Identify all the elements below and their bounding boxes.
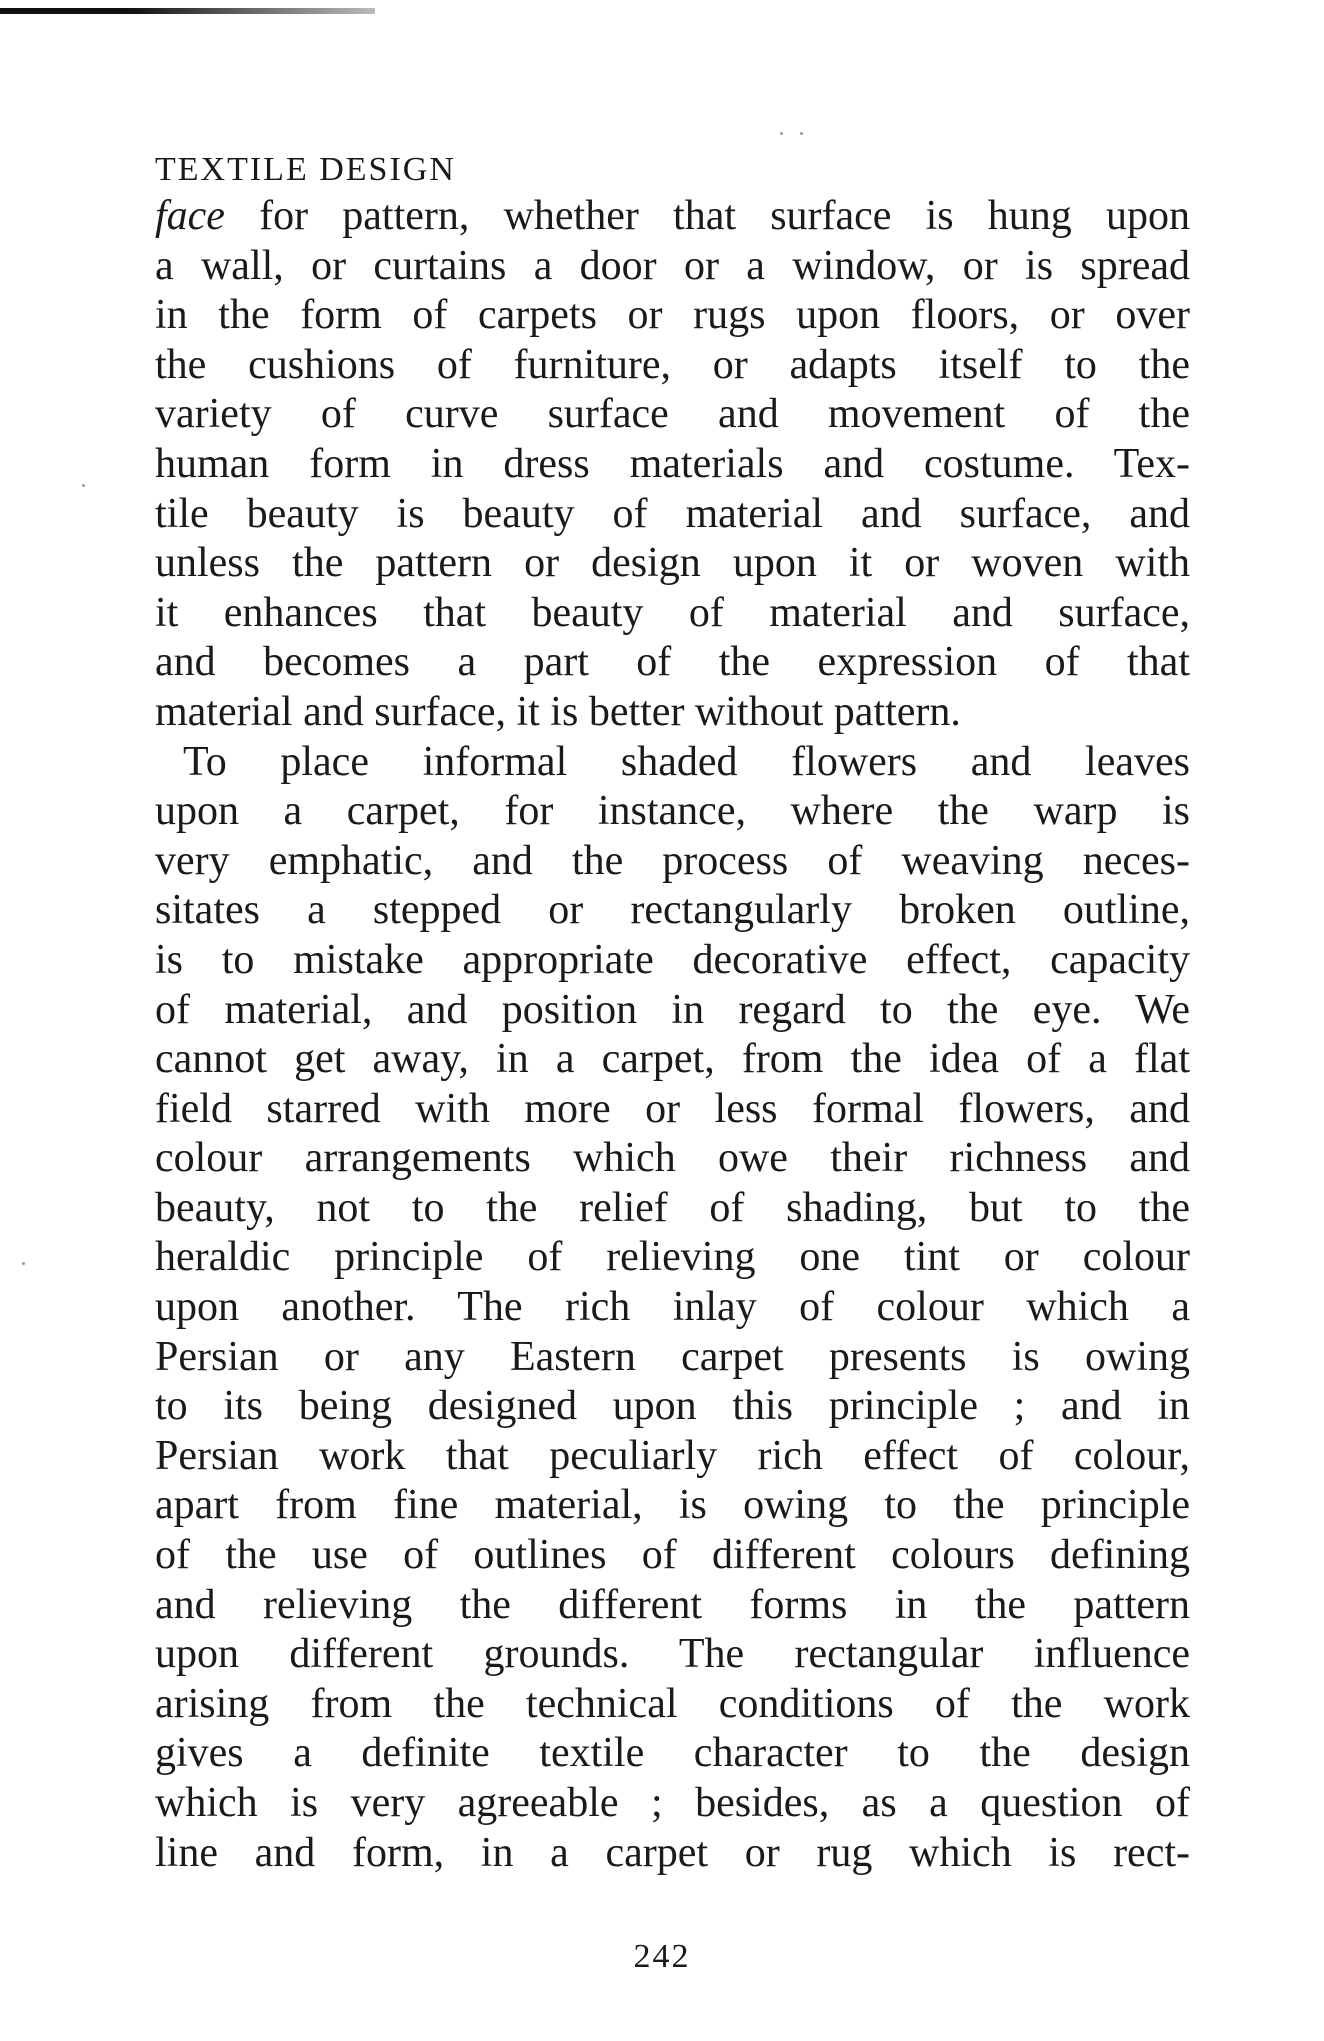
text-line: and relieving the different forms in the pattern (155, 1581, 1190, 1628)
text-line: which is very agreeable ; besides, as a question of (155, 1780, 1190, 1826)
text-line: gives a definite textile character to the design (155, 1730, 1190, 1777)
text-line: colour arrangements which owe their richness and (155, 1135, 1190, 1182)
paragraph-1 (155, 192, 1190, 738)
text-line: upon another. The rich inlay of colour which a (155, 1284, 1190, 1331)
text-line: of material, and position in regard to the eye. We (155, 986, 1190, 1033)
text-line: Persian work that peculiarly rich effect of colour, (155, 1432, 1190, 1479)
text-line: line and form, in a carpet or rug which is rect- (155, 1829, 1190, 1876)
text-line: To place informal shaded flowers and leaves (183, 738, 1190, 785)
speck (800, 132, 803, 135)
text-line: of the use of outlines of different colours defining (155, 1532, 1190, 1579)
text-line: in the form of carpets or rugs upon floors, or over (155, 292, 1190, 339)
paragraph-2 (155, 738, 1190, 1879)
text-line: the cushions of furniture, or adapts itself to the (155, 341, 1190, 388)
text-line: upon a carpet, for instance, where the warp is (155, 788, 1190, 835)
speck (780, 132, 783, 135)
body-text (155, 192, 1190, 1878)
speck (82, 484, 85, 487)
speck (22, 1262, 25, 1265)
text-line: very emphatic, and the process of weaving neces- (155, 837, 1190, 884)
text-line-rest: for pattern, whether that surface is hung upon (224, 193, 1190, 239)
text-line: is to mistake appropriate decorative effect, capacity (155, 936, 1190, 983)
text-line: beauty, not to the relief of shading, but to the (155, 1184, 1190, 1231)
page-number: 242 (633, 1938, 691, 1975)
text-line: variety of curve surface and movement of the (155, 391, 1190, 438)
text-line: tile beauty is beauty of material and surface, and (155, 490, 1190, 537)
text-line: arising from the technical conditions of the work (155, 1680, 1190, 1727)
text-line: apart from fine material, is owing to the principle (155, 1482, 1190, 1529)
running-head: TEXTILE DESIGN (155, 151, 456, 188)
text-line: a wall, or curtains a door or a window, or is spread (155, 242, 1190, 289)
text-line: and becomes a part of the expression of that (155, 639, 1190, 686)
text-line: Persian or any Eastern carpet presents is owing (155, 1333, 1190, 1380)
text-line: heraldic principle of relieving one tint or colour (155, 1234, 1190, 1281)
text-line: field starred with more or less formal flowers, and (155, 1085, 1190, 1132)
italic-lead-word: face (155, 193, 225, 239)
text-line: upon different grounds. The rectangular influence (155, 1631, 1190, 1678)
text-line: unless the pattern or design upon it or woven with (155, 540, 1190, 587)
top-rule (0, 8, 375, 14)
text-line (155, 192, 1190, 242)
page-body (155, 150, 1190, 1878)
text-line: human form in dress materials and costume. Tex- (155, 440, 1190, 487)
text-line: material and surface, it is better without pattern. (155, 688, 961, 735)
text-line: sitates a stepped or rectangularly broken outline, (155, 887, 1190, 934)
text-line: cannot get away, in a carpet, from the idea of a flat (155, 1036, 1190, 1083)
text-line: to its being designed upon this principle ; and in (155, 1383, 1190, 1430)
text-line: it enhances that beauty of material and surface, (155, 589, 1190, 636)
